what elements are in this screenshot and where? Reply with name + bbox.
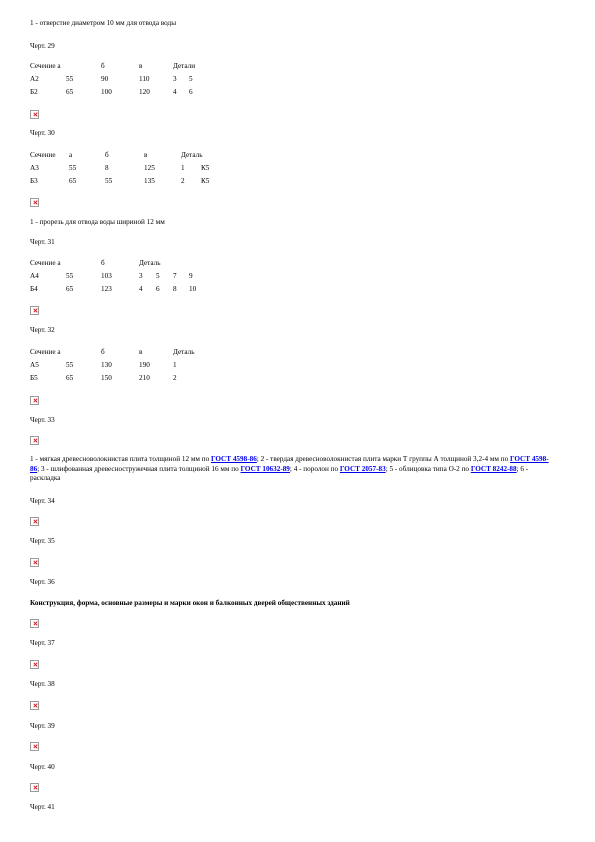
table-header-cell: Сечение а	[30, 348, 61, 356]
table-cell: 125	[144, 164, 155, 172]
table-cell: 1	[173, 361, 177, 369]
caption-ch40: Черт. 40	[30, 763, 55, 771]
table-cell: 90	[101, 75, 109, 83]
table-cell: 55	[66, 75, 74, 83]
table-cell: Б5	[30, 374, 38, 382]
caption-ch39: Черт. 39	[30, 722, 55, 730]
table-header-cell: а	[69, 151, 73, 159]
legend-text: ; 6 - раскладка	[30, 464, 529, 483]
table-cell: 2	[181, 177, 185, 185]
table-header-cell: Деталь	[181, 151, 203, 159]
table-cell: А3	[30, 164, 39, 172]
table-cell: 190	[139, 361, 150, 369]
caption-ch33: Черт. 33	[30, 416, 55, 424]
broken-image-icon	[30, 198, 39, 207]
table-header-cell: б	[101, 62, 105, 70]
table-cell: 55	[105, 177, 113, 185]
broken-image-icon	[30, 742, 39, 751]
note-drain-hole: 1 - отверстие диаметром 10 мм для отвода воды	[30, 19, 177, 27]
broken-image-icon	[30, 517, 39, 526]
table-cell: К5	[201, 164, 210, 172]
table-cell: 123	[101, 285, 112, 293]
table-cell: 55	[66, 361, 74, 369]
table-cell: 100	[101, 88, 112, 96]
table-cell: 6	[189, 88, 193, 96]
legend-text: ; 4 - поролон по	[289, 464, 340, 473]
table-header-cell: Деталь	[173, 348, 195, 356]
caption-ch31: Черт. 31	[30, 238, 55, 246]
materials-legend	[30, 455, 550, 484]
table-header-cell: б	[101, 259, 105, 267]
table-cell: 8	[105, 164, 109, 172]
broken-image-icon	[30, 783, 39, 792]
table-cell: 10	[189, 285, 197, 293]
table-cell: 120	[139, 88, 150, 96]
gost-link[interactable]: ГОСТ 10632-89	[240, 464, 290, 473]
caption-ch38: Черт. 38	[30, 680, 55, 688]
note-drain-slot: 1 - прорезь для отвода воды шириной 12 мм	[30, 218, 165, 226]
caption-ch32: Черт. 32	[30, 326, 55, 334]
table-cell: 8	[173, 285, 177, 293]
legend-text: 1 - мягкая древесноволокнистая плита толщиной 12 мм по	[30, 455, 211, 463]
table-cell: 65	[69, 177, 77, 185]
caption-ch30: Черт. 30	[30, 129, 55, 137]
table-header-cell: Сечение а	[30, 259, 61, 267]
table-cell: 3	[173, 75, 177, 83]
table-cell: 3	[139, 272, 143, 280]
table-cell: 55	[66, 272, 74, 280]
caption-ch41: Черт. 41	[30, 803, 55, 811]
table-cell: 65	[66, 88, 74, 96]
gost-link[interactable]: ГОСТ 2057-83	[339, 464, 386, 473]
caption-ch29: Черт. 29	[30, 42, 55, 50]
broken-image-icon	[30, 306, 39, 315]
caption-ch34: Черт. 34	[30, 497, 55, 505]
table-cell: 6	[156, 285, 160, 293]
broken-image-icon	[30, 701, 39, 710]
table-header-cell: Сечение а	[30, 62, 61, 70]
table-cell: Б2	[30, 88, 38, 96]
table-cell: 65	[66, 285, 74, 293]
table-header-cell: Детали	[173, 62, 196, 70]
caption-ch35: Черт. 35	[30, 537, 55, 545]
table-header-cell: б	[105, 151, 109, 159]
table-cell: 150	[101, 374, 112, 382]
broken-image-icon	[30, 660, 39, 669]
table-cell: 1	[181, 164, 185, 172]
table-cell: 55	[69, 164, 77, 172]
table-cell: 130	[101, 361, 112, 369]
table-header-cell: в	[139, 348, 143, 356]
section-heading: Конструкция, форма, основные размеры и марки окон и балконных дверей общественных зданий	[30, 599, 350, 607]
broken-image-icon	[30, 110, 39, 119]
table-cell: 2	[173, 374, 177, 382]
table-header-cell: б	[101, 348, 105, 356]
gost-link[interactable]: ГОСТ 8242-88	[470, 464, 517, 473]
table-header-cell: Сечение	[30, 151, 56, 159]
broken-image-icon	[30, 619, 39, 628]
table-cell: 65	[66, 374, 74, 382]
legend-text: ; 3 - шлифованная древесностружечная плита толщиной 16 мм по	[37, 464, 241, 473]
table-cell: Б3	[30, 177, 38, 185]
table-header-cell: в	[139, 62, 143, 70]
caption-ch37: Черт. 37	[30, 639, 55, 647]
table-cell: 4	[173, 88, 177, 96]
table-cell: А5	[30, 361, 39, 369]
table-cell: А2	[30, 75, 39, 83]
legend-text: ; 2 - твердая древесноволокнистая плита марки Т группы А толщиной 3,2-4 мм по	[256, 455, 510, 463]
legend-text: ; 5 - облицовка типа О-2 по	[385, 464, 471, 473]
table-cell: 7	[173, 272, 177, 280]
broken-image-icon	[30, 558, 39, 567]
table-header-cell: Деталь	[139, 259, 161, 267]
gost-link[interactable]: ГОСТ 4598-86	[210, 455, 257, 463]
table-cell: 5	[189, 75, 193, 83]
table-cell: 9	[189, 272, 193, 280]
table-cell: 210	[139, 374, 150, 382]
table-cell: Б4	[30, 285, 38, 293]
table-cell: 135	[144, 177, 155, 185]
gost-link[interactable]: ГОСТ 4598-86	[30, 455, 549, 473]
caption-ch36: Черт. 36	[30, 578, 55, 586]
table-cell: 103	[101, 272, 112, 280]
broken-image-icon	[30, 436, 39, 445]
table-cell: К5	[201, 177, 210, 185]
table-cell: 4	[139, 285, 143, 293]
table-cell: А4	[30, 272, 39, 280]
table-cell: 110	[139, 75, 150, 83]
broken-image-icon	[30, 396, 39, 405]
table-cell: 5	[156, 272, 160, 280]
table-header-cell: в	[144, 151, 148, 159]
